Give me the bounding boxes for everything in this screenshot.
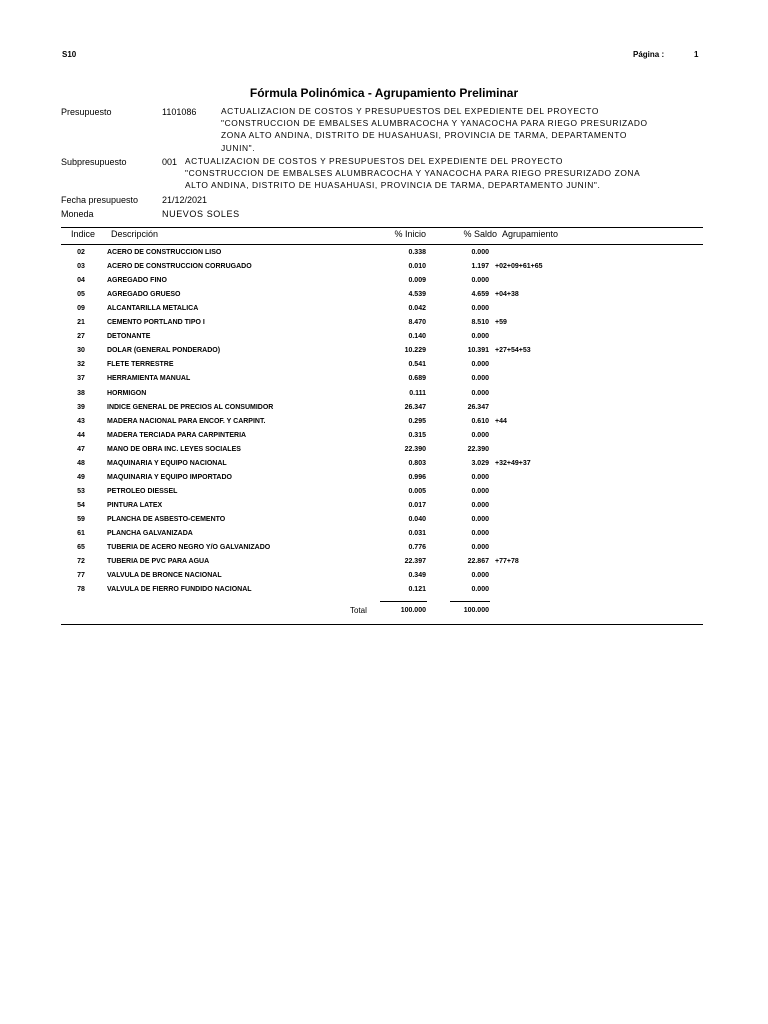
row-descripcion: VALVULA DE BRONCE NACIONAL [107,572,222,580]
row-indice: 43 [77,417,85,425]
table-row [0,432,768,446]
row-descripcion: AGREGADO FINO [107,277,167,285]
row-descripcion: ALCANTARILLA METALICA [107,305,199,313]
table-row [0,502,768,516]
row-agrupamiento: +59 [495,319,507,327]
row-saldo: 0.000 [471,487,489,495]
row-saldo: 0.000 [471,333,489,341]
table-row [0,586,768,600]
table-row [0,305,768,319]
row-saldo: 0.000 [471,501,489,509]
row-saldo: 26.347 [467,403,489,411]
row-inicio: 10.229 [404,347,426,355]
row-indice: 59 [77,516,85,523]
row-inicio: 8.470 [408,319,426,327]
row-descripcion: TUBERIA DE ACERO NEGRO Y/O GALVANIZADO [107,544,271,551]
row-inicio: 0.803 [408,459,426,467]
row-indice: 03 [77,263,85,271]
row-indice: 05 [77,291,85,299]
row-indice: 30 [77,347,85,355]
table-row [0,558,768,572]
col-header-inicio: % Inicio [394,229,426,239]
row-inicio: 0.042 [408,305,426,313]
row-inicio: 0.315 [408,431,426,439]
row-inicio: 22.397 [404,558,426,566]
row-descripcion: DOLAR (GENERAL PONDERADO) [107,347,221,355]
row-inicio: 22.390 [404,445,426,453]
table-row [0,488,768,502]
row-inicio: 0.689 [408,375,426,383]
row-indice: 72 [77,558,85,566]
row-inicio: 0.338 [408,249,426,256]
table-row [0,319,768,333]
row-indice: 39 [77,403,85,411]
row-saldo: 4.659 [471,291,489,299]
row-indice: 38 [77,389,85,397]
row-saldo: 0.000 [471,516,489,523]
row-saldo: 1.197 [471,263,489,271]
table-row [0,390,768,404]
row-agrupamiento: +44 [495,417,507,425]
table-row [0,263,768,277]
presupuesto-label: Presupuesto [61,107,112,117]
row-inicio: 0.111 [409,389,426,397]
fecha-label: Fecha presupuesto [61,195,139,205]
row-indice: 47 [77,445,85,453]
table-row [0,249,768,263]
table-row [0,361,768,375]
moneda-label: Moneda [61,209,94,219]
row-agrupamiento: +04+38 [495,291,519,299]
row-saldo: 0.000 [471,249,489,256]
report-title: Fórmula Polinómica - Agrupamiento Preliminar [249,86,519,100]
row-indice: 44 [77,431,85,439]
row-indice: 78 [77,586,85,594]
table-header-rule [61,244,703,245]
row-saldo: 0.610 [471,417,489,425]
table-bottom-rule [61,624,703,625]
fecha-value: 21/12/2021 [162,195,208,205]
table-row [0,418,768,432]
row-inicio: 0.121 [408,586,426,594]
table-row [0,277,768,291]
total-label: Total [350,606,367,615]
subpresupuesto-code: 001 [162,157,178,167]
table-row [0,291,768,305]
row-inicio: 0.349 [408,572,426,580]
row-descripcion: MADERA TERCIADA PARA CARPINTERIA [107,431,247,439]
row-descripcion: AGREGADO GRUESO [107,291,181,299]
total-saldo: 100.000 [463,607,489,614]
row-indice: 65 [77,544,85,551]
row-inicio: 0.541 [408,361,426,369]
table-row [0,333,768,347]
row-indice: 09 [77,305,85,313]
row-saldo: 0.000 [471,572,489,580]
row-descripcion: INDICE GENERAL DE PRECIOS AL CONSUMIDOR [107,403,274,411]
row-indice: 37 [77,375,85,383]
row-inicio: 0.140 [408,333,426,341]
subpresupuesto-label: Subpresupuesto [61,157,127,167]
table-row [0,530,768,544]
total-inicio-rule [380,601,427,602]
row-descripcion: MAQUINARIA Y EQUIPO NACIONAL [107,459,227,467]
row-indice: 49 [77,473,85,481]
row-indice: 77 [77,572,85,580]
row-descripcion: PETROLEO DIESSEL [107,487,178,495]
row-saldo: 3.029 [471,459,489,467]
row-descripcion: MANO DE OBRA INC. LEYES SOCIALES [107,445,241,453]
row-inicio: 0.996 [408,473,426,481]
row-inicio: 0.017 [408,501,426,509]
row-saldo: 8.510 [471,319,489,327]
row-saldo: 0.000 [471,305,489,313]
row-descripcion: HERRAMIENTA MANUAL [107,375,191,383]
row-indice: 53 [77,487,85,495]
total-inicio: 100.000 [400,607,426,614]
row-saldo: 0.000 [471,431,489,439]
row-inicio: 0.295 [408,417,426,425]
row-descripcion: ACERO DE CONSTRUCCION CORRUGADO [107,263,252,271]
row-descripcion: PINTURA LATEX [107,501,163,509]
row-descripcion: PLANCHA GALVANIZADA [107,530,193,537]
row-descripcion: DETONANTE [107,333,151,341]
row-agrupamiento: +02+09+61+65 [495,263,543,271]
report-code: S10 [62,50,77,59]
row-indice: 21 [77,319,85,327]
row-inicio: 0.776 [408,544,426,551]
row-inicio: 4.539 [408,291,426,299]
row-saldo: 0.000 [471,361,489,369]
table-row [0,572,768,586]
row-saldo: 0.000 [471,586,489,594]
table-top-rule [61,227,703,228]
row-inicio: 0.031 [408,530,426,537]
row-inicio: 0.009 [408,277,426,285]
row-inicio: 26.347 [404,403,426,411]
table-row [0,516,768,530]
row-inicio: 0.005 [408,487,426,495]
row-agrupamiento: +77+78 [495,558,519,566]
row-indice: 02 [77,249,85,256]
table-row [0,375,768,389]
table-row [0,474,768,488]
row-saldo: 0.000 [471,389,489,397]
row-inicio: 0.040 [408,516,426,523]
total-saldo-rule [450,601,490,602]
row-descripcion: TUBERIA DE PVC PARA AGUA [107,558,210,566]
row-indice: 48 [77,459,85,467]
col-header-agrupamiento: Agrupamiento [502,229,559,239]
row-saldo: 22.390 [467,445,489,453]
row-indice: 27 [77,333,85,341]
row-saldo: 0.000 [471,473,489,481]
row-saldo: 0.000 [471,375,489,383]
row-saldo: 0.000 [471,277,489,285]
col-header-descripcion: Descripción [111,229,159,239]
page-label: Página : [633,50,665,59]
subpresupuesto-description: ACTUALIZACION DE COSTOS Y PRESUPUESTOS DEL EXPEDIENTE DEL PROYECTO "CONSTRUCCION DE EMBALSES ALUMBRACOCHA Y YANACOCHA PARA RIEGO PRESURIZADO ZONA ALTO ANDINA, DISTRITO DE HUASAHUASI, PROVINCIA DE TARMA, DEPARTAMENTO JUNIN". [185,156,640,191]
row-saldo: 0.000 [471,544,489,551]
row-saldo: 22.867 [467,558,489,566]
row-descripcion: PLANCHA DE ASBESTO-CEMENTO [107,516,226,523]
page-number: 1 [694,50,699,59]
table-row [0,446,768,460]
col-header-saldo: % Saldo [463,229,497,239]
col-header-indice: Indice [71,229,96,239]
row-agrupamiento: +27+54+53 [495,347,531,355]
row-saldo: 0.000 [471,530,489,537]
moneda-value: NUEVOS SOLES [162,209,240,219]
row-descripcion: VALVULA DE FIERRO FUNDIDO NACIONAL [107,586,252,594]
row-agrupamiento: +32+49+37 [495,459,531,467]
row-indice: 32 [77,361,85,369]
row-saldo: 10.391 [467,347,489,355]
row-indice: 54 [77,501,85,509]
table-row [0,544,768,558]
row-descripcion: MADERA NACIONAL PARA ENCOF. Y CARPINT. [107,417,266,425]
row-descripcion: FLETE TERRESTRE [107,361,174,369]
presupuesto-description: ACTUALIZACION DE COSTOS Y PRESUPUESTOS DEL EXPEDIENTE DEL PROYECTO "CONSTRUCCION DE EMBALSES ALUMBRACOCHA Y YANACOCHA PARA RIEGO PRESURIZADO ZONA ALTO ANDINA, DISTRITO DE HUASAHUASI, PROVINCIA DE TARMA, DEPARTAMENTO JUNIN". [221,106,648,153]
row-descripcion: HORMIGON [107,389,147,397]
table-row [0,404,768,418]
row-inicio: 0.010 [408,263,426,271]
presupuesto-code: 1101086 [162,107,197,117]
row-descripcion: ACERO DE CONSTRUCCION LISO [107,249,222,256]
row-descripcion: MAQUINARIA Y EQUIPO IMPORTADO [107,473,232,481]
row-indice: 61 [77,530,85,537]
table-row [0,347,768,361]
row-descripcion: CEMENTO PORTLAND TIPO I [107,319,205,327]
table-row [0,460,768,474]
row-indice: 04 [77,277,85,285]
